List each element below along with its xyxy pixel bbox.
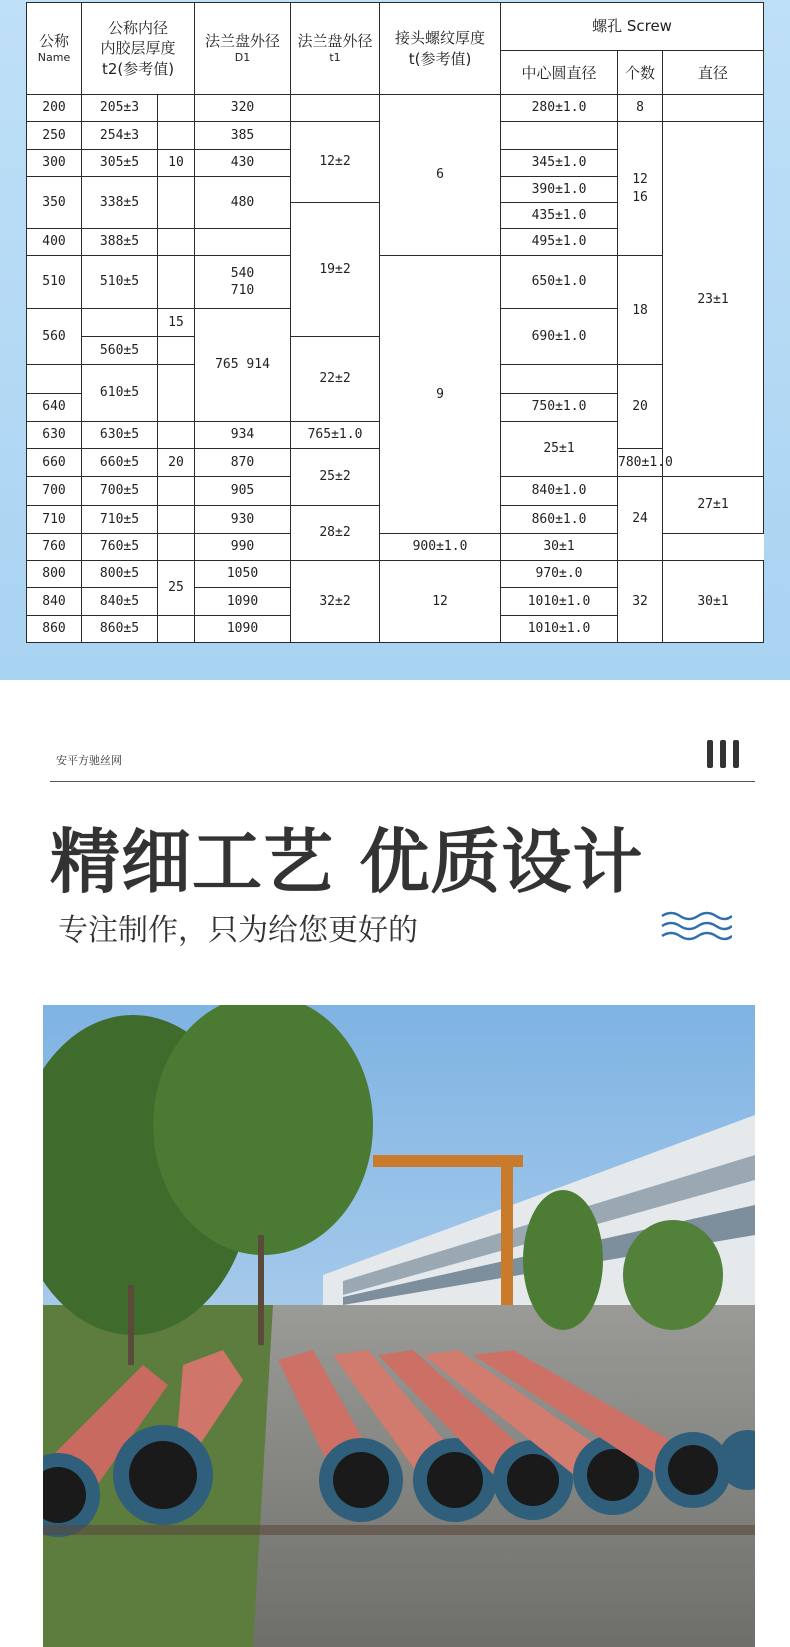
table-cell: 345±1.0 [501, 149, 618, 176]
table-cell [158, 95, 195, 122]
table-cell: 15 [158, 308, 195, 336]
table-cell [158, 533, 195, 560]
divider [50, 781, 755, 782]
table-cell: 23±1 [663, 122, 764, 477]
table-cell: 540 710 [195, 256, 291, 308]
wave-icon [660, 910, 732, 944]
table-cell: 338±5 [82, 176, 158, 228]
table-cell: 610±5 [82, 365, 158, 422]
table-cell: 710 [27, 505, 82, 533]
table-cell [158, 229, 195, 256]
table-cell: 860 [27, 615, 82, 642]
brand-name: 安平方驰丝网 [56, 754, 122, 767]
table-cell: 12 16 [618, 122, 663, 256]
table-cell [158, 505, 195, 533]
table-cell: 30±1 [663, 561, 764, 643]
table-cell: 765 914 [195, 308, 291, 421]
table-cell [663, 95, 764, 122]
table-cell: 300 [27, 149, 82, 176]
table-cell: 22±2 [291, 337, 380, 422]
table-cell: 1050 [195, 561, 291, 588]
table-cell: 205±3 [82, 95, 158, 122]
table-cell: 20 [158, 449, 195, 477]
table-cell: 385 [195, 122, 291, 149]
table-cell [158, 421, 195, 448]
table-cell: 840±5 [82, 588, 158, 615]
table-cell: 840 [27, 588, 82, 615]
table-cell [158, 615, 195, 642]
table-cell: 24 [618, 477, 663, 561]
table-cell: 710±5 [82, 505, 158, 533]
subheadline: 专注制作，只为给您更好的 [58, 913, 418, 948]
table-cell: 690±1.0 [501, 308, 618, 365]
table-cell: 25 [158, 561, 195, 615]
table-cell [158, 256, 195, 308]
table-cell [158, 122, 195, 149]
table-cell: 25±2 [291, 449, 380, 506]
table-cell: 25±1 [501, 421, 618, 477]
table-cell: 970±.0 [501, 561, 618, 588]
table-cell: 430 [195, 149, 291, 176]
table-cell: 32 [618, 561, 663, 643]
header-name: 公称 Name [27, 3, 82, 95]
header-diameter: 直径 [663, 51, 764, 95]
factory-hose-photo [43, 1005, 755, 1647]
table-cell: 650±1.0 [501, 256, 618, 308]
table-cell [27, 365, 82, 393]
table-cell: 765±1.0 [291, 421, 380, 448]
table-cell: 1010±1.0 [501, 615, 618, 642]
table-cell: 320 [195, 95, 291, 122]
header-flange-t1: 法兰盘外径 t1 [291, 3, 380, 95]
table-cell: 400 [27, 229, 82, 256]
table-cell: 390±1.0 [501, 176, 618, 202]
table-cell: 760 [27, 533, 82, 560]
table-cell [158, 365, 195, 422]
table-cell [501, 365, 618, 393]
table-cell: 350 [27, 176, 82, 228]
table-cell: 1090 [195, 588, 291, 615]
table-cell [158, 337, 195, 365]
table-cell: 560±5 [82, 337, 158, 365]
table-cell: 435±1.0 [501, 202, 618, 228]
table-cell: 10 [158, 149, 195, 176]
table-cell: 250 [27, 122, 82, 149]
header-center-circle: 中心圆直径 [501, 51, 618, 95]
table-cell: 495±1.0 [501, 229, 618, 256]
table-cell: 12±2 [291, 122, 380, 203]
table-cell: 900±1.0 [380, 533, 501, 560]
spec-table [26, 2, 764, 643]
table-cell: 32±2 [291, 561, 380, 643]
table-cell: 750±1.0 [501, 393, 618, 421]
header-count: 个数 [618, 51, 663, 95]
table-cell: 9 [380, 256, 501, 534]
table-cell: 12 [380, 561, 501, 643]
table-cell: 660 [27, 449, 82, 477]
table-cell: 870 [195, 449, 291, 477]
table-cell: 1090 [195, 615, 291, 642]
spec-section [0, 0, 790, 680]
table-cell: 630 [27, 421, 82, 448]
table-cell: 860±1.0 [501, 505, 618, 533]
table-cell: 27±1 [663, 477, 764, 534]
table-cell: 700 [27, 477, 82, 505]
brand-row [50, 740, 755, 780]
table-cell: 905 [195, 477, 291, 505]
table-cell [82, 308, 158, 336]
table-cell: 480 [195, 176, 291, 228]
table-cell: 280±1.0 [501, 95, 618, 122]
table-cell: 388±5 [82, 229, 158, 256]
table-cell: 560 [27, 308, 82, 365]
table-cell: 510±5 [82, 256, 158, 308]
table-cell [501, 122, 618, 149]
table-cell: 18 [618, 256, 663, 365]
table-cell: 510 [27, 256, 82, 308]
table-cell: 640 [27, 393, 82, 421]
table-cell: 19±2 [291, 202, 380, 336]
header-flange-d1: 法兰盘外径 D1 [195, 3, 291, 95]
table-cell: 840±1.0 [501, 477, 618, 505]
table-cell: 660±5 [82, 449, 158, 477]
table-cell: 760±5 [82, 533, 158, 560]
table-cell [291, 95, 380, 122]
table-cell: 1010±1.0 [501, 588, 618, 615]
table-cell: 200 [27, 95, 82, 122]
table-cell: 700±5 [82, 477, 158, 505]
table-cell: 800±5 [82, 561, 158, 588]
table-cell: 860±5 [82, 615, 158, 642]
table-cell [158, 477, 195, 505]
table-cell: 780±1.0 [618, 449, 663, 477]
three-bars-icon [707, 740, 741, 770]
header-thread: 接头螺纹厚度 t(参考值) [380, 3, 501, 95]
header-screw: 螺孔 Screw [501, 3, 764, 51]
table-cell: 934 [195, 421, 291, 448]
table-cell: 630±5 [82, 421, 158, 448]
table-cell: 254±3 [82, 122, 158, 149]
table-cell: 30±1 [501, 533, 618, 560]
table-cell: 800 [27, 561, 82, 588]
table-cell: 20 [618, 365, 663, 449]
table-cell: 8 [618, 95, 663, 122]
headline: 精细工艺 优质设计 [50, 821, 644, 903]
table-cell: 6 [380, 95, 501, 256]
table-cell: 305±5 [82, 149, 158, 176]
table-cell [195, 229, 291, 256]
header-inner-diameter: 公称内径 内胶层厚度 t2(参考值) [82, 3, 195, 95]
table-cell: 930 [195, 505, 291, 533]
table-cell: 990 [195, 533, 291, 560]
table-cell: 28±2 [291, 505, 380, 561]
table-cell [158, 176, 195, 228]
